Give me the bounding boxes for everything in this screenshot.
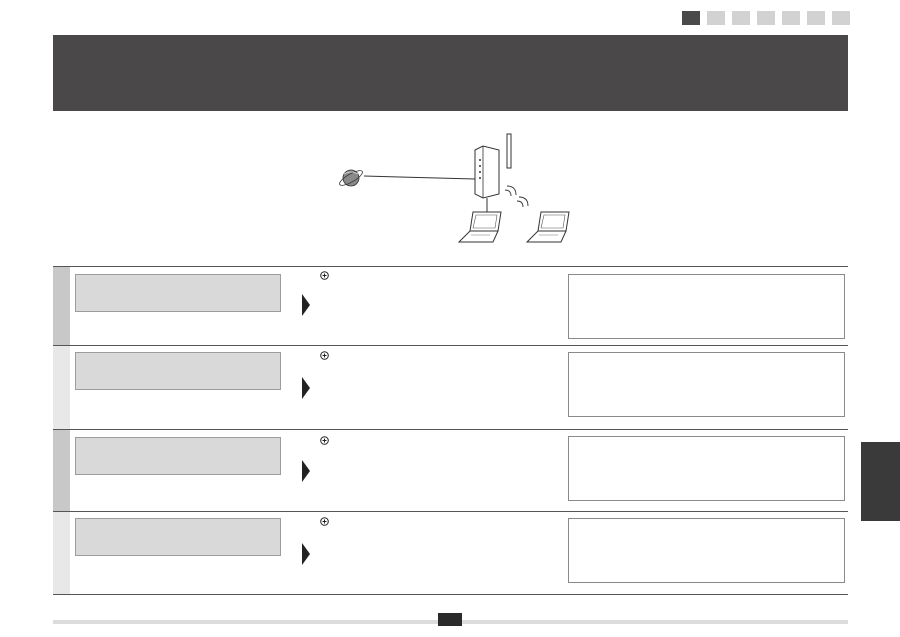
progress-indicator — [682, 11, 850, 25]
cable-line — [364, 176, 475, 179]
step-heading-box — [75, 352, 281, 390]
progress-step-2 — [707, 11, 725, 25]
row-stripe — [53, 430, 70, 512]
arrow-right-icon — [302, 543, 310, 565]
progress-step-1 — [682, 11, 700, 25]
plus-circle-icon — [320, 271, 329, 280]
step-row-4 — [53, 512, 848, 595]
progress-step-6 — [807, 11, 825, 25]
globe-icon — [338, 168, 365, 188]
arrow-right-icon — [302, 377, 310, 399]
info-box — [568, 352, 845, 417]
plus-circle-icon — [320, 351, 329, 360]
progress-step-4 — [757, 11, 775, 25]
arrow-right-icon — [302, 294, 310, 316]
row-stripe — [53, 346, 70, 430]
plus-circle-icon — [320, 517, 329, 526]
row-divider — [53, 594, 848, 595]
laptop-icon — [527, 212, 569, 242]
progress-step-5 — [782, 11, 800, 25]
network-diagram — [330, 128, 580, 253]
page-number-box — [438, 613, 462, 626]
step-heading-box — [75, 437, 281, 475]
info-box — [568, 436, 845, 501]
info-box — [568, 518, 845, 583]
row-stripe — [53, 512, 70, 595]
side-tab — [861, 442, 900, 521]
step-row-1 — [53, 267, 848, 346]
progress-step-7 — [832, 11, 850, 25]
wifi-signal-icon — [505, 186, 528, 207]
plus-circle-icon — [320, 436, 329, 445]
step-heading-box — [75, 518, 281, 556]
wireless-router-icon — [475, 134, 511, 198]
laptop-icon — [459, 212, 501, 242]
step-row-2 — [53, 346, 848, 430]
arrow-right-icon — [302, 460, 310, 482]
step-row-3 — [53, 430, 848, 512]
progress-step-3 — [732, 11, 750, 25]
info-box — [568, 274, 845, 339]
row-stripe — [53, 267, 70, 346]
title-bar — [53, 35, 848, 111]
step-heading-box — [75, 274, 281, 312]
